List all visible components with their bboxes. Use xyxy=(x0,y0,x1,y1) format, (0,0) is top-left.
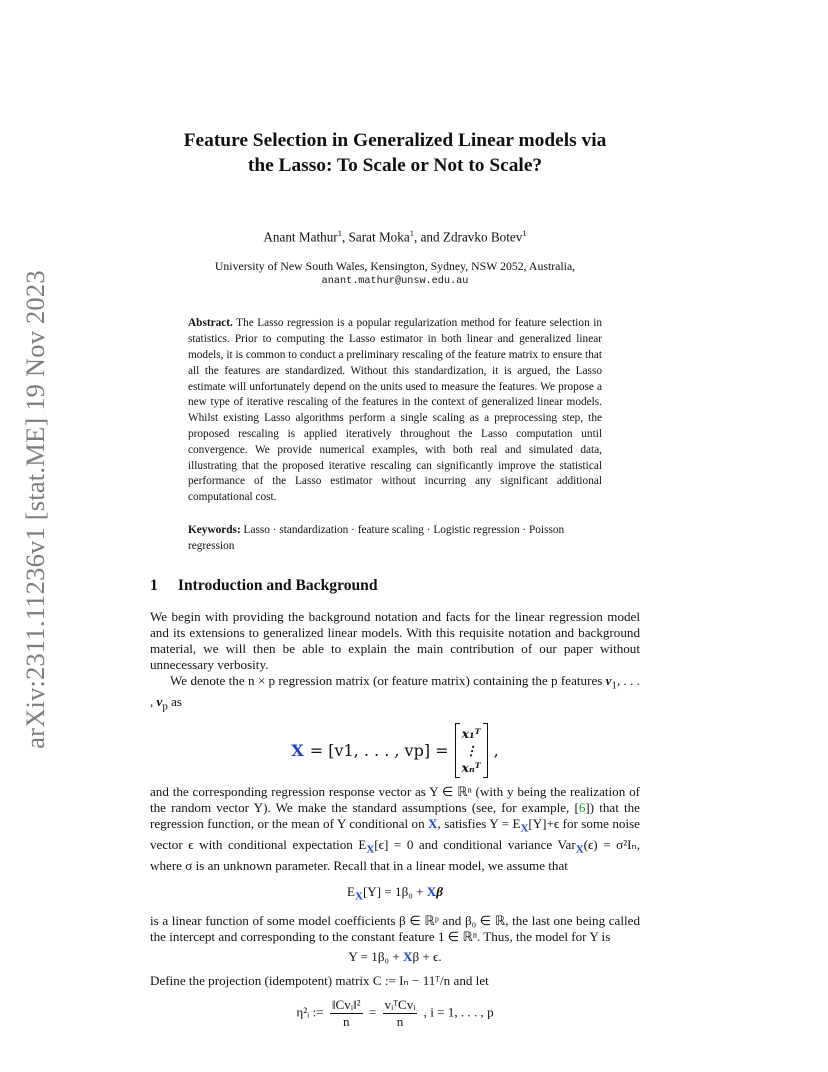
title-line-1: Feature Selection in Generalized Linear models via xyxy=(183,130,607,151)
equation-linear-model xyxy=(150,949,640,965)
matrix-X[interactable]: X xyxy=(291,740,304,760)
subscript: 1 xyxy=(611,679,617,692)
matrix-X-link[interactable]: X xyxy=(520,823,529,835)
matrix-X-link[interactable]: X xyxy=(402,949,413,965)
equation-middle: = [v1, . . . , vp] = xyxy=(309,740,449,760)
author-name: Sarat Moka xyxy=(348,229,410,245)
author-separator: , xyxy=(341,229,349,245)
equation-feature-matrix xyxy=(150,723,640,778)
paragraph-3-text: [ϵ] = 0 and conditional variance Var xyxy=(374,837,576,853)
feature-symbol: v xyxy=(156,694,163,710)
matrix-X-link[interactable]: X xyxy=(575,843,584,856)
abstract-text: The Lasso regression is a popular regularization method for feature selection in statistics. Prior to computing the Lasso estimator in both linear and generalized linear models, it is common to conduct a preliminary rescaling of the feature matrix to ensure that all the features are standardized. Without this standardization, it is argued, the Lasso estimate will unfortunately depend on the units used to measure the features. We propose a new type of iterative rescaling of the features in the context of generalized linear models. Whilst existing Lasso algorithms perform a single scaling as a preprocessing step, the proposed rescaling is applied iteratively throughout the Lasso computation until convergence. We provide numerical examples, with both real and simulated data, illustrating that the proposed iterative rescaling can significantly improve the statistical performance of the Lasso estimator without incurring any significant additional computational cost. xyxy=(188,317,602,504)
matrix-row-2: ⋮ xyxy=(464,742,478,758)
matrix-X-link[interactable]: X xyxy=(426,884,437,900)
paragraph-3-text: ]) that the regression function, or the mean of Y conditional on xyxy=(150,800,640,832)
paragraph-2 xyxy=(150,673,640,715)
feature-symbol: v xyxy=(605,673,612,689)
paragraph-2-tail: as xyxy=(167,694,182,710)
fraction-1 xyxy=(330,997,363,1030)
paragraph-5: Define the projection (idempotent) matrix C := Iₙ − 11ᵀ/n and let xyxy=(150,973,489,989)
abstract xyxy=(188,316,602,506)
affiliation-mark: 1 xyxy=(337,228,342,238)
matrix-row-3: xₙᵀ xyxy=(461,759,481,775)
fraction-denominator: n xyxy=(396,1014,404,1030)
equation-text: β + ϵ. xyxy=(412,949,442,965)
author-name: Zdravko Botev xyxy=(442,229,523,245)
affiliation-block xyxy=(150,258,640,290)
section-number: 1 xyxy=(150,576,158,594)
eta-symbol: η²ᵢ := xyxy=(296,1004,324,1020)
paragraph-3-text: [Y]+ϵ for some noise vector ϵ with conditional expectation E xyxy=(150,816,640,853)
keywords xyxy=(188,523,602,555)
paper-title xyxy=(150,128,640,178)
equation-linear-model-mean xyxy=(150,884,640,903)
keywords-label: Keywords: xyxy=(188,523,241,536)
expectation-symbol: E xyxy=(347,884,356,900)
fraction-2 xyxy=(383,997,418,1030)
equation-text: [Y] = 1β₀ + xyxy=(362,884,427,900)
equation-text: Y = 1β₀ + xyxy=(348,949,403,965)
paragraph-1: We begin with providing the background notation and facts for the linear regression model and its extensions to generalized linear models. With this requisite notation and background material, we will then be able to explain the main contribution of our paper without unnecessary verbosity. xyxy=(150,608,640,673)
paragraph-4: is a linear function of some model coefficients β ∈ ℝᵖ and β₀ ∈ ℝ, the last one being called the intercept and corresponding to the constant feature 1 ∈ ℝⁿ. Thus, the model for Y is xyxy=(150,912,640,945)
equals-sign: = xyxy=(368,1004,377,1020)
paragraph-2-text: We denote the n × p regression matrix (or feature matrix) containing the p features xyxy=(170,673,606,689)
equation-eta xyxy=(150,997,640,1030)
matrix-X-link[interactable]: X xyxy=(428,816,438,832)
citation-link[interactable]: 6 xyxy=(578,800,586,816)
index-range: , i = 1, . . . , p xyxy=(423,1004,494,1020)
author-email[interactable]: anant.mathur@unsw.edu.au xyxy=(321,276,469,288)
paragraph-3-text: and the corresponding regression response vector as Y ∈ ℝⁿ (with y being the realization of the random vector Y). We make the standard assumptions (see, for example, [ xyxy=(150,783,640,816)
section-title: Introduction and Background xyxy=(177,576,378,594)
author-separator: , and xyxy=(413,229,443,245)
affiliation-text: University of New South Wales, Kensington, Sydney, NSW 2052, Australia, xyxy=(214,259,576,274)
paragraph-3-text: , satisfies Y = E xyxy=(437,816,521,832)
matrix-X-link[interactable]: X xyxy=(366,843,375,856)
ellipsis: , . . . , xyxy=(150,673,640,710)
author-list xyxy=(150,228,640,245)
fraction-numerator: ‖Cvᵢ‖² xyxy=(331,997,361,1013)
fraction-denominator: n xyxy=(342,1014,350,1030)
matrix-bracket xyxy=(455,723,488,778)
equation-tail: , xyxy=(493,740,499,760)
beta-symbol: β xyxy=(436,884,443,900)
matrix-row-1: x₁ᵀ xyxy=(461,725,481,741)
paragraph-3 xyxy=(150,784,640,874)
subscript: p xyxy=(162,700,168,713)
affiliation-mark: 1 xyxy=(409,228,414,238)
matrix-X-link[interactable]: X xyxy=(355,890,363,903)
arxiv-id-text: arXiv:2311.11236v1 [stat.ME] 19 Nov 2023 xyxy=(19,269,50,749)
author-name: Anant Mathur xyxy=(263,229,338,245)
title-line-2: the Lasso: To Scale or Not to Scale? xyxy=(247,155,543,176)
keywords-text: Lasso · standardization · feature scaling · Logistic regression · Poisson regression xyxy=(188,523,565,552)
affiliation-mark: 1 xyxy=(522,228,527,238)
paper-page xyxy=(150,128,640,1040)
arxiv-sidebar-identifier xyxy=(19,269,50,749)
fraction-numerator: vᵢᵀCvᵢ xyxy=(384,997,416,1013)
paragraph-3-text: (ϵ) = σ²Iₙ, where σ is an unknown parameter. Recall that in a linear model, we assume that xyxy=(150,837,640,874)
abstract-label: Abstract. xyxy=(188,317,233,330)
section-heading xyxy=(150,577,640,595)
